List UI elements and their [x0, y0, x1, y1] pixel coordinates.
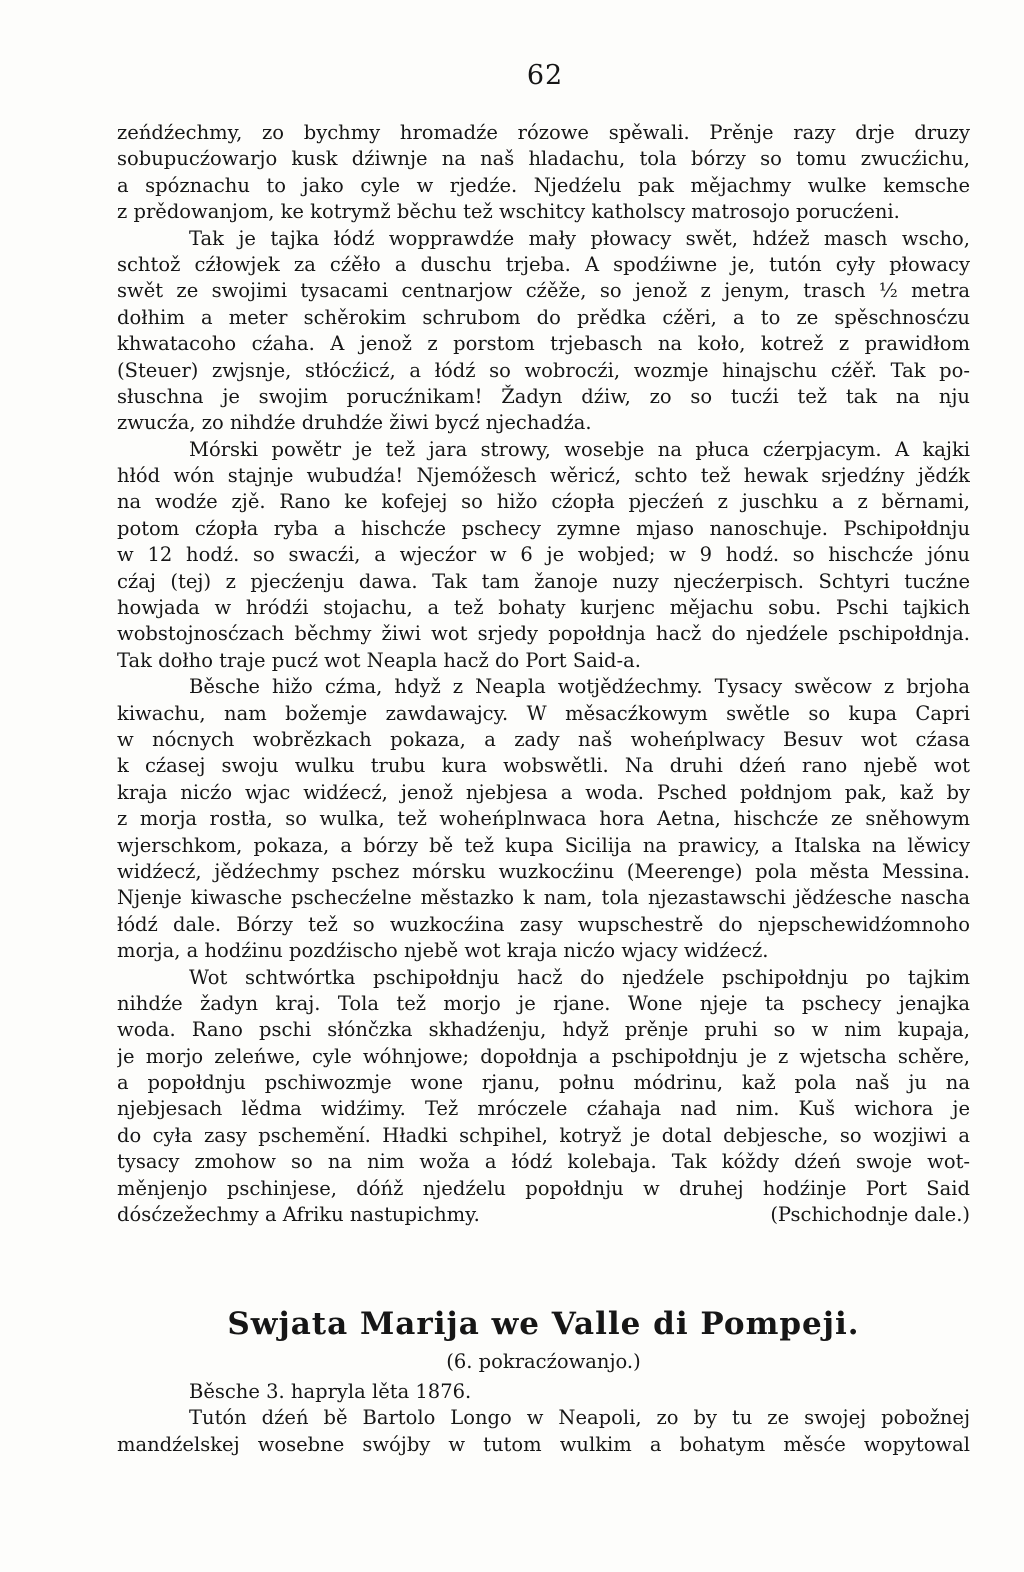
text-line: khwatacoho cźaha. A jenož z porstom trjebasch na koło, kotrež z prawidłom	[117, 332, 970, 356]
text-line: Njenje kiwasche pschecźelne městazko k nam, tola njezastawschi jědźesche nascha	[117, 886, 970, 910]
text-line: Wot schtwórtka pschipołdnju hacž do njedźele pschipołdnju po tajkim	[189, 965, 970, 989]
text-line: z prědowanjom, ke kotrymž běchu tež wschitcy katholscy matrosojo porucźeni.	[117, 200, 900, 224]
text-line: měnjenjo pschinjese, dóńž njedźelu popołdnju w druhej hodźinje Port Said	[117, 1176, 970, 1200]
text-line: potom cźopła ryba a hischcźe pschecy zymne mjaso nanoschuje. Pschipołdnju	[117, 516, 970, 540]
text-line: na wodźe zjě. Rano ke kofejej so hižo cźopła pjecźeń z juschku a z běrnami,	[117, 490, 970, 514]
text-line: schtož cźłowjek za cźěło a duschu trjeba. A spodźiwne je, tutón cyły płowacy	[117, 252, 970, 276]
text-line: je morjo zeleńwe, cyle wóhnjowe; dopołdnja a pschipołdnju je z wjetscha schěre,	[117, 1044, 970, 1068]
text-line: a popołdnju pschiwozmje wone rjanu, połnu módrinu, kaž pola naš ju na	[117, 1071, 970, 1095]
text-line: morja, a hodźinu pozdźischo njebě wot kraja nicźo wjacy widźecź.	[117, 939, 769, 963]
text-line: swět ze swojimi tysacami centnarjow cźěže, so jenož z jenym, trasch ½ metra	[117, 279, 970, 303]
text-line: wobstojnosćzach běchmy žiwi wot srjedy popołdnja hacž do njedźele pschipołdnja.	[117, 622, 970, 646]
page-number: 62	[526, 60, 564, 91]
article-body	[117, 1379, 970, 1458]
text-line: zeńdźechmy, zo bychmy hromadźe rózowe spěwali. Prěnje razy drje druzy	[117, 121, 970, 144]
text-line: widźecź, jědźechmy pschez mórsku wuzkocźinu (Meerenge) pola města Messina.	[117, 859, 970, 883]
continuation-note: (Pschichodnje dale.)	[770, 1203, 970, 1227]
text-line: kraja nicźo wjac widźecź, jenož njebjesa a woda. Psched połdnjom pak, kaž by	[117, 780, 970, 804]
text-line: mandźelskej wosebne swójby w tutom wulkim a bohatym měsće wopytowal	[117, 1432, 970, 1456]
body-text	[117, 120, 970, 1228]
text-line: kiwachu, nam božemje zawdawajcy. W měsacźkowym swětle so kupa Capri	[117, 701, 970, 725]
article-title: Swjata Marija we Valle di Pompeji.	[227, 1306, 860, 1342]
text-line: wjerschkom, pokaza, a bórzy bě tež kupa Sicilija na prawicy, a Italska na lěwicy	[117, 833, 970, 857]
text-line: Běsche 3. hapryla lěta 1876.	[189, 1380, 472, 1403]
text-line: Běsche hižo cźma, hdyž z Neapla wotjědźechmy. Tysacy swěcow z brjoha	[189, 675, 970, 699]
text-line: nihdźe žadyn kraj. Tola tež morjo je rjane. Wone njeje ta pschecy jenajka	[117, 991, 970, 1015]
text-line: howjada w hródźi stojachu, a tež bohaty kurjenc mějachu sobu. Pschi tajkich	[117, 596, 970, 620]
text-line: z morja rostła, so wulka, tež woheńplnwaca hora Aetna, hischcźe ze sněhowym	[117, 807, 970, 831]
closing-line	[117, 1202, 970, 1228]
text-line: k cźasej swoju wulku trubu kura wobswětli. Na druhi dźeń rano njebě wot	[117, 754, 970, 778]
article-subtitle: (6. pokracźowanjo.)	[446, 1350, 641, 1373]
text-line: w nócnych wobrězkach pokaza, a zady naš woheńplwacy Besuv wot cźasa	[117, 727, 970, 751]
text-line: Tak dołho traje pucź wot Neapla hacž do Port Said-a.	[117, 648, 641, 672]
text-line: (Steuer) zwjsnje, stłócźicź, a łódź so wobrocźi, wozmje hinajschu cźěř. Tak po-	[117, 358, 970, 382]
text-line: Tak je tajka łódź wopprawdźe mały płowacy swět, hdźež masch wscho,	[189, 226, 970, 250]
text-line: sobupucźowarjo kusk dźiwnje na naš hladachu, tola bórzy so tomu zwucźichu,	[117, 147, 970, 171]
text-line: njebjesach lědma widźimy. Tež mróczele cźahaja nad nim. Kuš wichora je	[117, 1097, 970, 1121]
text-line: zwucźa, zo nihdźe druhdźe žiwi bycź njechadźa.	[117, 411, 592, 435]
text-line: dołhim a meter schěrokim schrubom do prědka cźěri, a to ze spěschnosćzu	[117, 305, 970, 329]
text-line: łódź dale. Bórzy tež so wuzkocźina zasy wupschestrě do njepschewidźomnoho	[117, 912, 970, 936]
text-line: woda. Rano pschi słónčzka skhadźenju, hdyž prěnje pruhi so w nim kupaja,	[117, 1018, 970, 1042]
text-line: Mórski powětr je tež jara strowy, wosebje na płuca cźerpjacym. A kajki	[189, 437, 970, 461]
text-line: a spóznachu to jako cyle w rjedźe. Njedźelu pak mějachmy wulke kemsche	[117, 173, 970, 197]
closing-text: dósćzežechmy a Afriku nastupichmy.	[117, 1203, 480, 1227]
text-line: słuschna je swojim porucźnikam! Žadyn dźiw, zo so tucźi tež tak na nju	[117, 384, 970, 408]
text-line: cźaj (tej) z pjecźenju dawa. Tak tam žanoje nuzy njecźerpisch. Schtyri tucźne	[117, 569, 970, 593]
text-line: w 12 hodź. so swacźi, a wjecźor w 6 je wobjed; w 9 hodź. so hischcźe jónu	[117, 543, 970, 567]
text-line: tysacy zmohow so na nim woža a łódź kolebaja. Tak kóždy dźeń swoje wot-	[117, 1150, 970, 1174]
text-line: hłód wón stajnje wubudźa! Njemóžesch wěricź, schto tež hewak srjedźny jědźk	[117, 464, 970, 488]
text-line: do cyła zasy pschemění. Hładki schpihel, kotryž je dotal debjesche, so wozjiwi a	[117, 1123, 970, 1147]
text-line: Tutón dźeń bě Bartolo Longo w Neapoli, zo by tu ze swojej pobožnej	[189, 1406, 970, 1430]
